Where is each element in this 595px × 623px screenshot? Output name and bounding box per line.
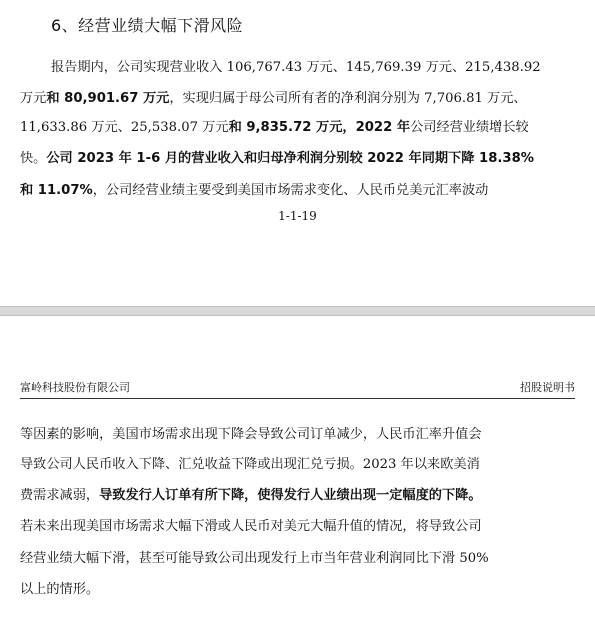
text-run: ，实现归属于母公司所有者的净利润分别为 7,706.81 万元、 — [169, 91, 527, 106]
text-run: 导致公司人民币收入下降、汇兑收益下降或出现汇兑亏损。2023 年以来欧美消 — [20, 457, 480, 472]
paragraph-line — [20, 576, 575, 604]
bold-text-run: 导致发行人订单有所下降，使得发行人业绩出现一定幅度的下降。 — [99, 488, 482, 503]
page-number: 1-1-19 — [278, 209, 317, 223]
text-run: 以上的情形。 — [20, 582, 100, 597]
running-header-doc-type: 招股说明书 — [520, 381, 575, 394]
bold-text-run: 公司 2023 年 1-6 月的营业收入和归母净利润分别较 2022 年同期下降 18.38% — [46, 151, 534, 166]
paragraph-line — [20, 421, 575, 449]
text-run: 万元 — [20, 91, 47, 106]
text-run: 快。 — [20, 151, 47, 166]
text-run: 等因素的影响，美国市场需求出现下降会导致公司订单减少，人民币汇率升值会 — [20, 427, 482, 442]
running-header-company: 富岭科技股份有限公司 — [20, 381, 130, 394]
bold-text-run: 和 80,901.67 万元 — [46, 91, 170, 106]
text-run: ，公司经营业绩主要受到美国市场需求变化、人民币兑美元汇率波动 — [92, 183, 489, 198]
paragraph-line — [20, 513, 575, 541]
paragraph-line — [20, 148, 575, 170]
text-run: 若未来出现美国市场需求大幅下滑或人民币对美元大幅升值的情况，将导致公司 — [20, 519, 482, 534]
paragraph-line — [20, 180, 575, 202]
bold-text-run: 和 11.07% — [20, 183, 93, 198]
header-rule — [20, 398, 575, 399]
paragraph-line — [51, 57, 575, 79]
section-heading: 6、经营业绩大幅下滑风险 — [51, 16, 244, 35]
paragraph-line — [20, 117, 575, 139]
text-run: 公司经营业绩增长较 — [410, 120, 529, 135]
text-run: 费需求减弱， — [20, 488, 100, 503]
text-run: 报告期内，公司实现营业收入 106,767.43 万元、145,769.39 万元、215,438.92 — [51, 60, 541, 75]
text-run: 11,633.86 万元、25,538.07 万元 — [20, 120, 229, 135]
document-page-upper — [0, 0, 595, 306]
paragraph-line — [20, 451, 575, 479]
paragraph-line — [20, 545, 575, 573]
bold-text-run: 和 9,835.72 万元，2022 年 — [228, 120, 411, 135]
paragraph-line — [20, 482, 575, 510]
paragraph-line — [20, 88, 575, 110]
text-run: 经营业绩大幅下滑，甚至可能导致公司出现发行上市当年营业利润同比下滑 50% — [20, 551, 489, 566]
page-break-edge-top — [0, 306, 595, 307]
